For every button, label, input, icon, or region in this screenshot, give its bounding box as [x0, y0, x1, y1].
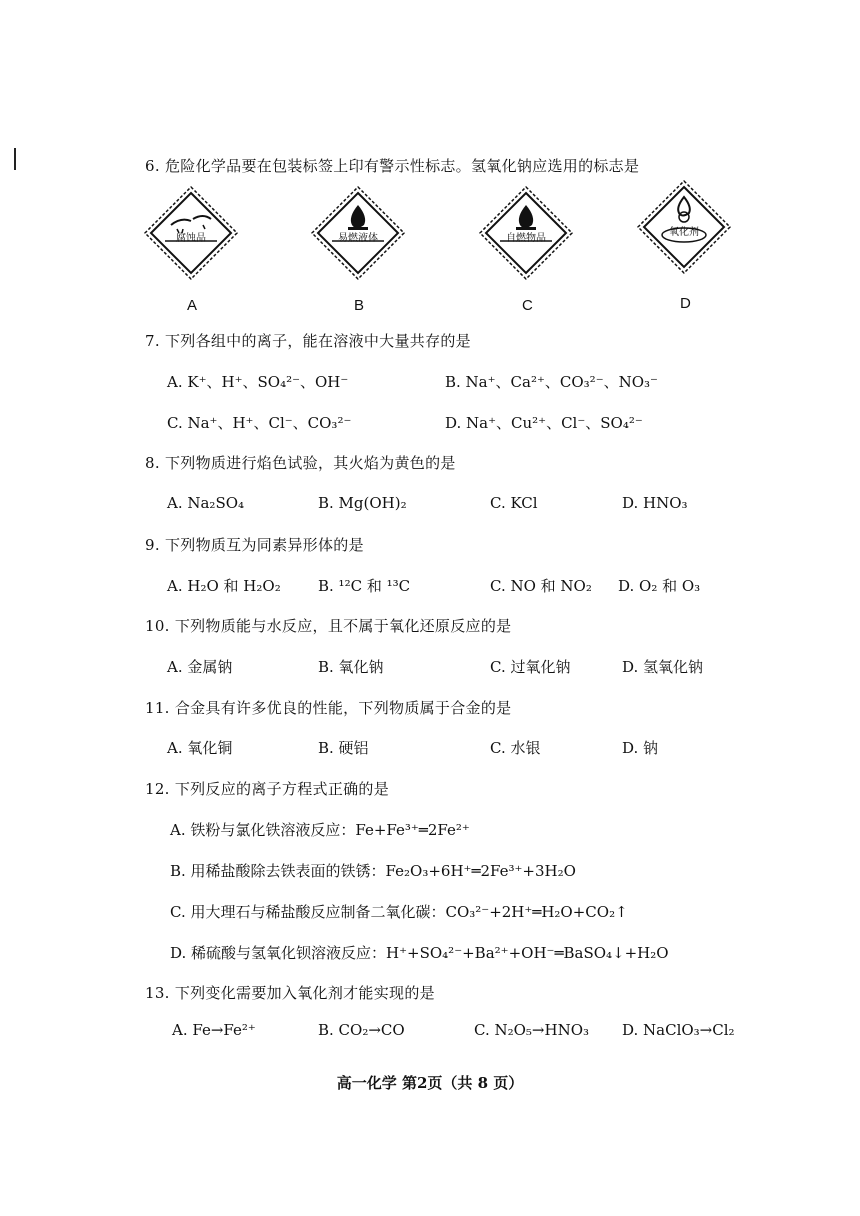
q10-option-c[interactable]: C. 过氧化钠 [490, 658, 571, 676]
q13-option-b[interactable]: B. CO₂→CO [318, 1021, 405, 1039]
q7-option-d[interactable]: D. Na⁺、Cu²⁺、Cl⁻、SO₄²⁻ [445, 414, 643, 432]
sign-caption-d: 氧化剂 [669, 227, 699, 238]
q9-option-d[interactable]: D. O₂ 和 O₃ [618, 577, 701, 595]
q12-option-c[interactable]: C. 用大理石与稀盐酸反应制备二氧化碳：CO₃²⁻+2H⁺═H₂O+CO₂↑ [170, 903, 628, 921]
option-letter-c: C [522, 297, 533, 314]
hazard-sign-b[interactable] [310, 185, 406, 314]
question-9: 9. 下列物质互为同素异形体的是 [145, 536, 364, 554]
q10-option-a[interactable]: A. 金属钠 [167, 658, 233, 676]
hazard-signs [0, 185, 860, 325]
hazard-sign-c[interactable] [478, 185, 574, 314]
hazard-sign-d[interactable] [636, 179, 732, 312]
question-10: 10. 下列物质能与水反应，且不属于氧化还原反应的是 [145, 617, 512, 635]
q11-option-b[interactable]: B. 硬铝 [318, 739, 369, 757]
q10-option-b[interactable]: B. 氧化钠 [318, 658, 384, 676]
q12-option-d[interactable]: D. 稀硫酸与氢氧化钡溶液反应：H⁺+SO₄²⁻+Ba²⁺+OH⁻═BaSO₄↓+H₂O [170, 944, 669, 962]
q7-option-a[interactable]: A. K⁺、H⁺、SO₄²⁻、OH⁻ [167, 373, 349, 391]
q7-option-c[interactable]: C. Na⁺、H⁺、Cl⁻、CO₃²⁻ [167, 414, 352, 432]
option-letter-b: B [354, 297, 365, 314]
q8-option-c[interactable]: C. KCl [490, 494, 538, 512]
q11-option-c[interactable]: C. 水银 [490, 739, 541, 757]
q13-option-d[interactable]: D. NaClO₃→Cl₂ [622, 1021, 735, 1039]
q9-option-c[interactable]: C. NO 和 NO₂ [490, 577, 592, 595]
q7-option-b[interactable]: B. Na⁺、Ca²⁺、CO₃²⁻、NO₃⁻ [445, 373, 658, 391]
option-letter-a: A [187, 297, 198, 314]
q11-option-d[interactable]: D. 钠 [622, 739, 659, 757]
question-6: 6. 危险化学品要在包装标签上印有警示性标志。氢氧化钠应选用的标志是 [145, 157, 640, 175]
q8-option-d[interactable]: D. HNO₃ [622, 494, 688, 512]
hazard-sign-a[interactable] [143, 185, 239, 314]
page-footer: 高一化学 第2页（共 8 页） [336, 1074, 524, 1092]
sign-caption-b: 易燃液体 [338, 233, 378, 244]
question-8: 8. 下列物质进行焰色试验，其火焰为黄色的是 [145, 454, 456, 472]
q13-option-a[interactable]: A. Fe→Fe²⁺ [172, 1021, 256, 1039]
q11-option-a[interactable]: A. 氧化铜 [167, 739, 233, 757]
q9-option-b[interactable]: B. ¹²C 和 ¹³C [318, 577, 411, 595]
sign-caption-c: 自燃物品 [506, 233, 546, 244]
question-11: 11. 合金具有许多优良的性能，下列物质属于合金的是 [145, 699, 512, 717]
q9-option-a[interactable]: A. H₂O 和 H₂O₂ [167, 577, 281, 595]
question-13: 13. 下列变化需要加入氧化剂才能实现的是 [145, 984, 435, 1002]
q12-option-b[interactable]: B. 用稀盐酸除去铁表面的铁锈：Fe₂O₃+6H⁺═2Fe³⁺+3H₂O [170, 862, 576, 880]
q8-option-b[interactable]: B. Mg(OH)₂ [318, 494, 407, 512]
option-letter-d: D [680, 295, 691, 312]
question-12: 12. 下列反应的离子方程式正确的是 [145, 780, 390, 798]
q10-option-d[interactable]: D. 氢氧化钠 [622, 658, 704, 676]
sign-caption-a: 腐蚀品 [176, 233, 206, 244]
question-7: 7. 下列各组中的离子，能在溶液中大量共存的是 [145, 332, 471, 350]
q8-option-a[interactable]: A. Na₂SO₄ [167, 494, 245, 512]
q12-option-a[interactable]: A. 铁粉与氯化铁溶液反应：Fe+Fe³⁺═2Fe²⁺ [170, 821, 470, 839]
margin-mark [14, 148, 16, 170]
q13-option-c[interactable]: C. N₂O₅→HNO₃ [474, 1021, 590, 1039]
